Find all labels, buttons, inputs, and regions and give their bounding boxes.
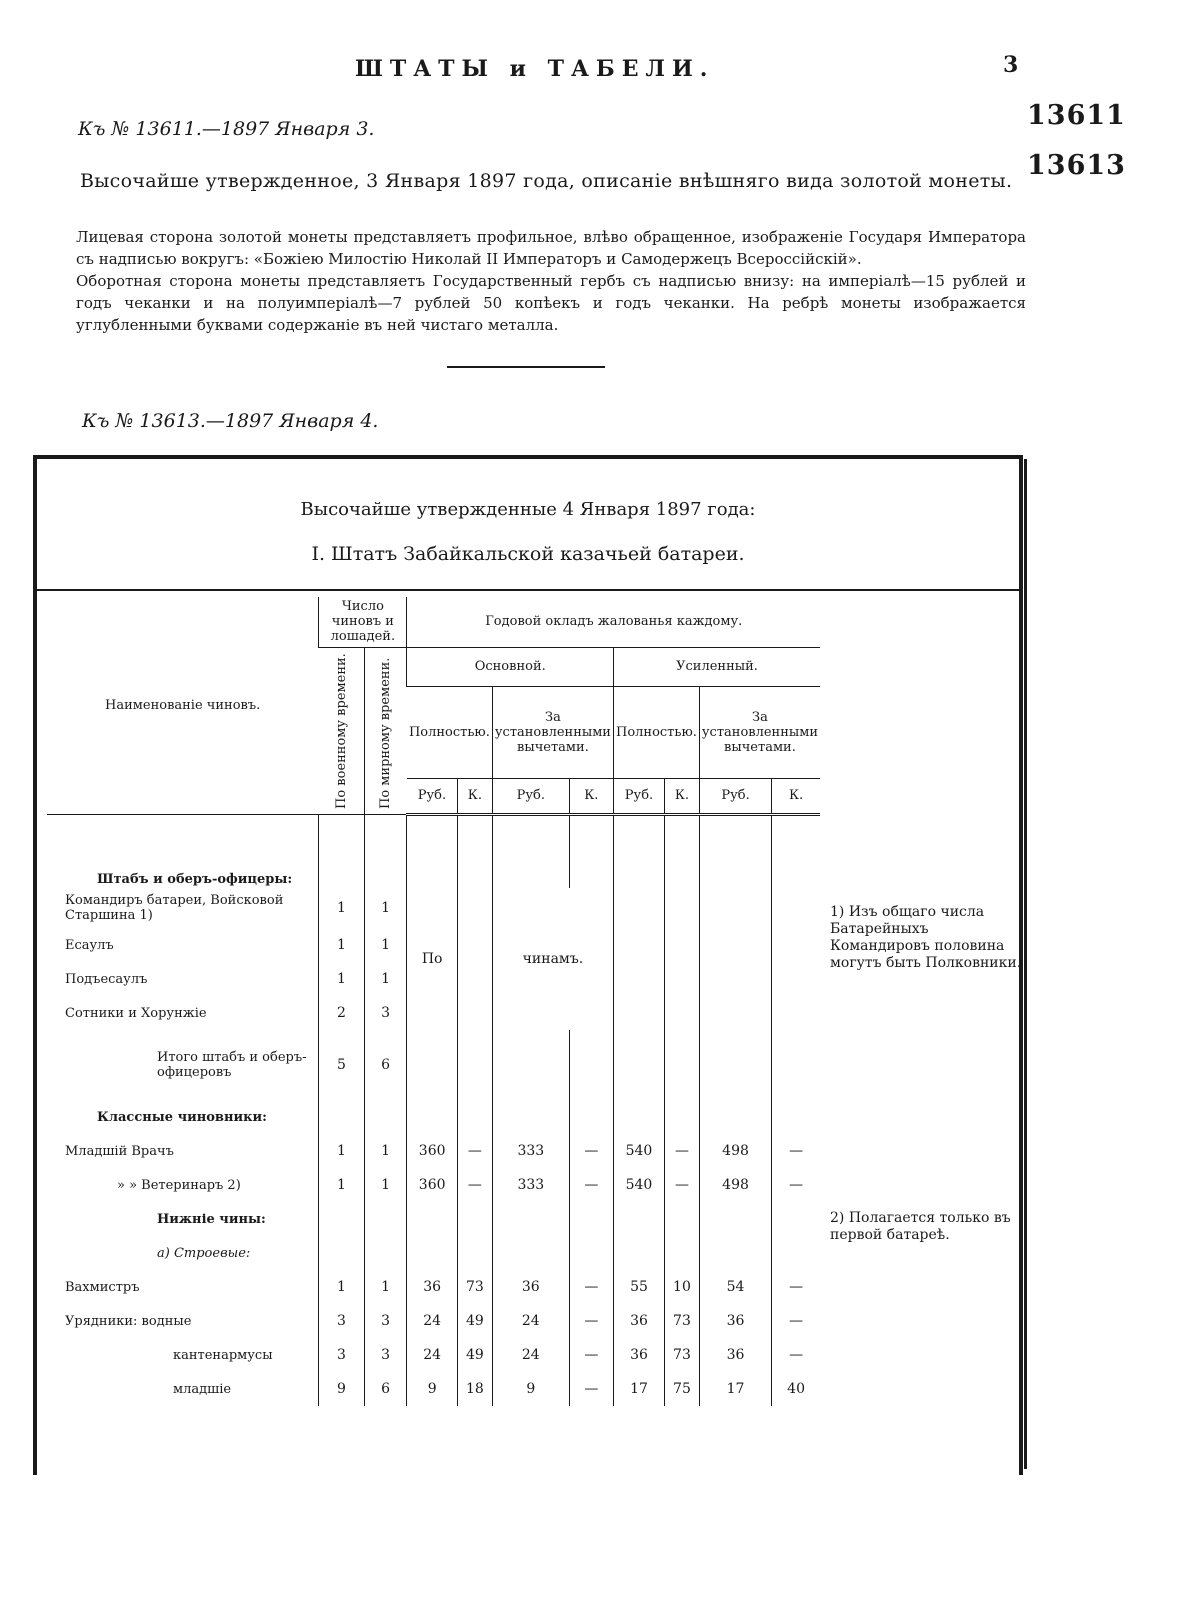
subsection-combat: а) Строевые: [157, 1245, 251, 1261]
col-kop-4: К. [772, 779, 820, 815]
cell: 9 [319, 1372, 364, 1406]
section-staff: Штабъ и оберъ-офицеры: [97, 872, 293, 887]
cell: 540 [613, 1134, 664, 1168]
cell: 55 [613, 1270, 664, 1304]
col-header-enh-deduct: За установленными вычетами. [699, 687, 820, 779]
row-total: Итого штабъ и оберъ-офицеровъ [157, 1050, 307, 1080]
table-row [47, 1338, 820, 1372]
cell: 1 [319, 1134, 364, 1168]
cell: 24 [407, 1304, 457, 1338]
cell: 49 [457, 1304, 492, 1338]
cell: 24 [492, 1304, 569, 1338]
cell: 3 [319, 1304, 364, 1338]
cell: 36 [492, 1270, 569, 1304]
row-label: Урядники: водные [65, 1313, 192, 1329]
running-head: ШТАТЫ и ТАБЕЛИ. [355, 56, 715, 82]
col-kop-1: К. [457, 779, 492, 815]
cell: 9 [492, 1372, 569, 1406]
cell: 360 [407, 1134, 457, 1168]
cell: 36 [613, 1304, 664, 1338]
cell: — [569, 1304, 613, 1338]
row-label: Сотники и Хорунжіе [65, 1005, 207, 1021]
col-rub-2: Руб. [492, 779, 569, 815]
row-label: Младшій Врачъ [65, 1143, 174, 1159]
cell: — [664, 1168, 699, 1202]
cell: 1 [364, 928, 407, 962]
table-row [47, 888, 820, 928]
table-row [47, 1372, 820, 1406]
col-header-basic: Основной. [407, 647, 614, 687]
cell: — [569, 1134, 613, 1168]
paragraph-obverse: Лицевая сторона золотой монеты представляетъ профильное, влѣво обращенное, изображеніе Государя Императора съ надписью вокругъ: «Божіею Милостію Николай II Императоръ и Самодержецъ Всероссійскій». [76, 228, 1026, 268]
cell: — [664, 1134, 699, 1168]
page-number: 3 [1003, 52, 1019, 78]
cell: — [772, 1134, 820, 1168]
row-label: Вахмистръ [65, 1279, 140, 1295]
reference-1: Къ № 13611.—1897 Января 3. [78, 118, 375, 140]
cell: 18 [457, 1372, 492, 1406]
col-kop-3: К. [664, 779, 699, 815]
cell: 1 [364, 1168, 407, 1202]
cell: 54 [699, 1270, 771, 1304]
cell: 333 [492, 1134, 569, 1168]
col-rub-4: Руб. [699, 779, 771, 815]
cell: 49 [457, 1338, 492, 1372]
cell: — [569, 1270, 613, 1304]
cell: 540 [613, 1168, 664, 1202]
cell: — [457, 1168, 492, 1202]
cell: 3 [319, 1338, 364, 1372]
cell: — [772, 1338, 820, 1372]
cell: 36 [699, 1338, 771, 1372]
table-row [47, 1304, 820, 1338]
cell: — [457, 1134, 492, 1168]
cell: 24 [492, 1338, 569, 1372]
cell: 1 [364, 888, 407, 928]
cell: 73 [664, 1304, 699, 1338]
cell: 1 [364, 962, 407, 996]
cell: 1 [364, 1134, 407, 1168]
section-class: Классные чиновники: [97, 1109, 267, 1125]
cell: 36 [407, 1270, 457, 1304]
cell: 1 [319, 1168, 364, 1202]
cell: 498 [699, 1134, 771, 1168]
cell: 40 [772, 1372, 820, 1406]
cell: 1 [319, 962, 364, 996]
col-header-basic-deduct: За установленными вычетами. [492, 687, 613, 779]
paragraph-reverse: Оборотная сторона монеты представляетъ Государственный гербъ съ надписью внизу: на имперіалѣ—15 рублей и годъ чеканки и на полуимперіалѣ—7 рублей 50 копѣекъ и годъ чеканки. На ребрѣ монеты изображается углубленными буквами содержаніе въ ней чистаго металла. [76, 272, 1026, 334]
cell-po: По [407, 888, 457, 1030]
cell: 9 [407, 1372, 457, 1406]
cell: — [772, 1304, 820, 1338]
table-row [47, 1168, 820, 1202]
col-header-enh-full: Полностью. [613, 687, 699, 779]
row-label: Командиръ батареи, Войсковой Старшина 1) [65, 893, 284, 923]
reference-2: Къ № 13613.—1897 Января 4. [82, 410, 379, 432]
col-rub-1: Руб. [407, 779, 457, 815]
row-label: Есаулъ [65, 937, 114, 953]
row-label: » » Ветеринаръ 2) [117, 1177, 241, 1193]
cell: 10 [664, 1270, 699, 1304]
col-header-basic-full: Полностью. [407, 687, 492, 779]
cell: 1 [319, 1270, 364, 1304]
cell-chinam: чинамъ. [492, 888, 613, 1030]
cell: 333 [492, 1168, 569, 1202]
col-header-salary: Годовой окладъ жалованья каждому. [407, 597, 820, 647]
section-lower: Нижніе чины: [157, 1211, 266, 1227]
col-header-enhanced: Усиленный. [613, 647, 820, 687]
cell: 6 [364, 1030, 407, 1100]
col-header-war-text: По военному времени. [333, 652, 349, 809]
col-header-war [319, 647, 364, 814]
divider [447, 366, 605, 368]
cell: — [569, 1168, 613, 1202]
cell: 36 [613, 1338, 664, 1372]
cell: 75 [664, 1372, 699, 1406]
row-label: младшіе [173, 1381, 232, 1397]
frame-title-approved: Высочайше утвержденные 4 Января 1897 года: [300, 499, 756, 520]
cell: 2 [319, 996, 364, 1030]
col-header-peace [364, 647, 407, 814]
cell: 3 [364, 1338, 407, 1372]
staff-table [47, 597, 820, 1406]
frame-rule [37, 589, 1019, 591]
col-rub-3: Руб. [613, 779, 664, 815]
cell: 1 [319, 928, 364, 962]
table-row [47, 1030, 820, 1100]
doc-number-1: 13611 [1027, 100, 1126, 131]
cell: 498 [699, 1168, 771, 1202]
row-label: кантенармусы [173, 1347, 273, 1363]
col-header-name: Наименованіе чиновъ. [47, 597, 319, 814]
table-row [47, 1270, 820, 1304]
cell: 73 [664, 1338, 699, 1372]
cell: 6 [364, 1372, 407, 1406]
cell: 1 [319, 888, 364, 928]
footnote-1: 1) Изъ общаго числа Батарейныхъ Командировъ половина могутъ быть Полковники. [830, 904, 1022, 971]
table-row [47, 1134, 820, 1168]
col-kop-2: К. [569, 779, 613, 815]
row-label: Подъесаулъ [65, 971, 148, 987]
frame-title-staff: I. Штатъ Забайкальской казачьей батареи. [311, 543, 745, 565]
cell: — [569, 1372, 613, 1406]
cell: 17 [613, 1372, 664, 1406]
cell: 360 [407, 1168, 457, 1202]
doc-number-2: 13613 [1027, 150, 1126, 181]
cell: — [772, 1270, 820, 1304]
cell: — [569, 1338, 613, 1372]
cell: 3 [364, 996, 407, 1030]
cell: 1 [364, 1270, 407, 1304]
cell: 5 [319, 1030, 364, 1100]
cell: 36 [699, 1304, 771, 1338]
col-header-count: Число чиновъ и лошадей. [319, 597, 407, 647]
cell: 24 [407, 1338, 457, 1372]
cell: 17 [699, 1372, 771, 1406]
cell: 73 [457, 1270, 492, 1304]
col-header-peace-text: По мирному времени. [378, 657, 394, 809]
cell: — [772, 1168, 820, 1202]
heading-coin: Высочайше утвержденное, 3 Января 1897 года, описаніе внѣшняго вида золотой монеты. [80, 170, 1013, 192]
footnote-2: 2) Полагается только въ первой батареѣ. [830, 1210, 1011, 1243]
cell: 3 [364, 1304, 407, 1338]
